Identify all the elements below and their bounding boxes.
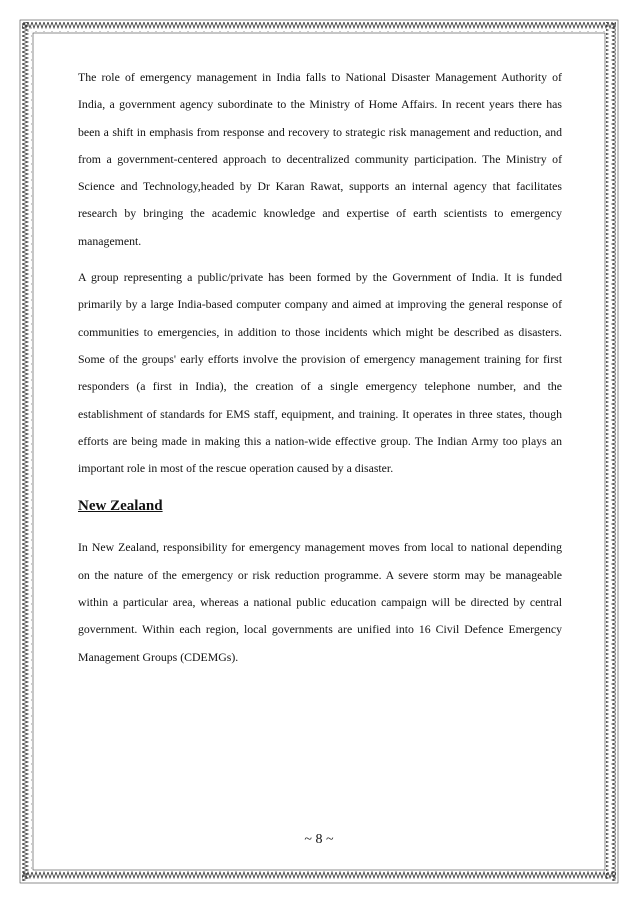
page-number: ~ 8 ~ [304, 832, 334, 847]
paragraph-new-zealand: In New Zealand, responsibility for emergency management moves from local to national depending on the nature of the emergency or risk reduction programme. A severe storm may be manageable within a particular area, whereas a national public education campaign will be directed by central government. Within each region, local governments are unified into 16 Civil Defence Emergency Management Groups (CDEMGs). [78, 540, 562, 664]
paragraph-india-group: A group representing a public/private has been formed by the Government of India. It is funded primarily by a large India-based computer company and aimed at improving the general response of communities to emergencies, in addition to those incidents which might be described as disasters. Some of the groups' early efforts involve the provision of emergency management training for first responders (a first in India), the creation of a single emergency telephone number, and the establishment of standards for EMS staff, equipment, and training. It operates in three states, though efforts are being made in making this a nation-wide effective group. The Indian Army too plays an important role in most of the rescue operation caused by a disaster. [78, 270, 562, 476]
page-body [78, 64, 562, 671]
paragraph-india-authority: The role of emergency management in India falls to National Disaster Management Authority of India, a government agency subordinate to the Ministry of Home Affairs. In recent years there has been a shift in emphasis from response and recovery to strategic risk management and reduction, and from a government-centered approach to decentralized community participation. The Ministry of Science and Technology,headed by Dr Karan Rawat, supports an internal agency that facilitates research by bringing the academic knowledge and expertise of earth scientists to emergency management. [78, 70, 562, 248]
section-heading-new-zealand: New Zealand [78, 498, 163, 515]
